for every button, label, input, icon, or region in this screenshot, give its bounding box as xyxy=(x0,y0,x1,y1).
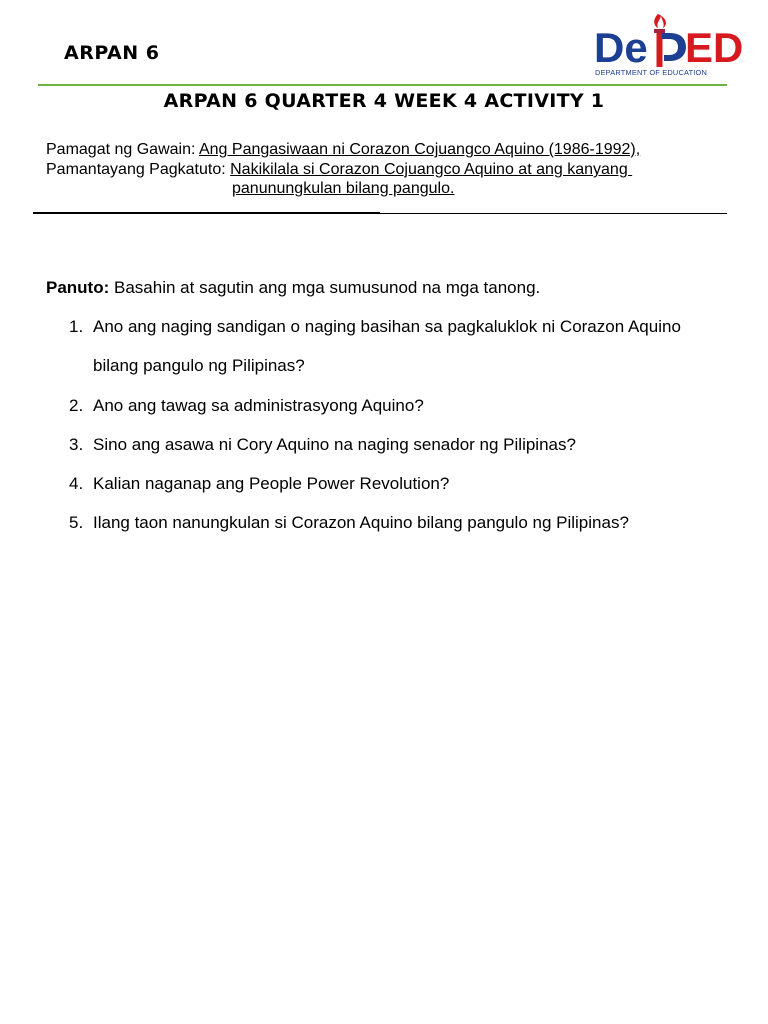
logo-p-shape xyxy=(662,33,686,61)
header-rule xyxy=(38,84,727,86)
pamantayan-value-line1: Nakikilala si Corazon Cojuangco Aquino at ang kanyang xyxy=(230,161,633,178)
deped-logo xyxy=(592,10,744,80)
instructions xyxy=(46,278,540,298)
pamagat-value: Ang Pangasiwaan ni Corazon Cojuangco Aquino (1986-1992), xyxy=(198,141,641,158)
pamantayan-line xyxy=(46,160,632,179)
pamagat-line xyxy=(46,140,640,159)
pamantayan-label: Pamantayang Pagkatuto: xyxy=(46,161,231,178)
question-text: Kalian naganap ang People Power Revolution? xyxy=(93,474,450,493)
logo-text-de: De xyxy=(594,24,648,71)
instructions-text: Basahin at sagutin ang mga sumusunod na mga tanong. xyxy=(109,278,541,297)
section-divider-right xyxy=(380,213,727,214)
question-text-continued: bilang pangulo ng Pilipinas? xyxy=(93,356,305,375)
deped-logo-graphic xyxy=(592,10,744,80)
section-divider-left xyxy=(33,212,380,214)
question-text: Sino ang asawa ni Cory Aquino na naging senador ng Pilipinas? xyxy=(93,435,576,454)
subject-label: ARPAN 6 xyxy=(64,42,160,64)
question-text: Ilang taon nanungkulan si Corazon Aquino bilang pangulo ng Pilipinas? xyxy=(93,513,629,532)
question-number: 2. xyxy=(69,396,84,415)
question-number: 5. xyxy=(69,513,84,532)
activity-title: ARPAN 6 QUARTER 4 WEEK 4 ACTIVITY 1 xyxy=(163,90,605,112)
question-text: Ano ang naging sandigan o naging basihan sa pagkaluklok ni Corazon Aquino xyxy=(93,317,681,336)
pamantayan-value-line2: panunungkulan bilang pangulo. xyxy=(232,180,455,197)
instructions-label: Panuto: xyxy=(46,278,110,297)
pamagat-label: Pamagat ng Gawain: xyxy=(46,141,199,158)
question-number: 3. xyxy=(69,435,84,454)
question-number: 1. xyxy=(69,317,84,336)
logo-text-ed: ED xyxy=(685,24,744,71)
question-text: Ano ang tawag sa administrasyong Aquino? xyxy=(93,396,424,415)
question-number: 4. xyxy=(69,474,84,493)
logo-subtitle: DEPARTMENT OF EDUCATION xyxy=(595,68,708,77)
